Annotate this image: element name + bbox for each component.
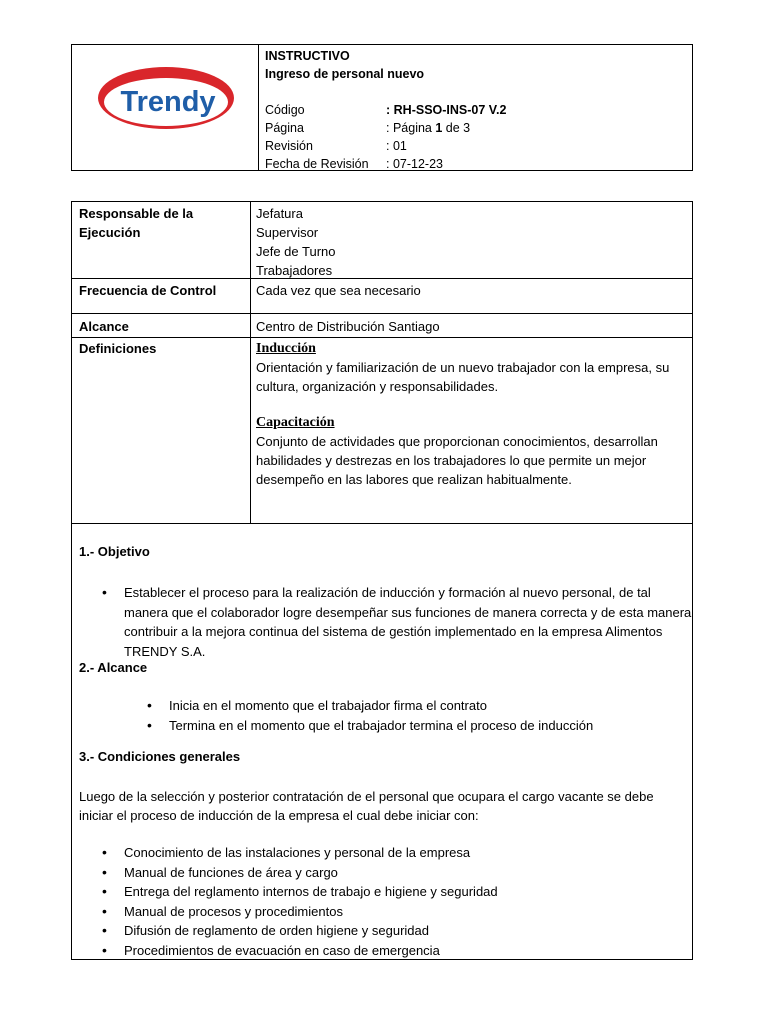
definitions-table <box>71 201 693 524</box>
row-divider <box>72 313 692 314</box>
list-item: • Termina en el momento que el trabajador termina el proceso de inducción <box>147 716 687 736</box>
list-item: • Inicia en el momento que el trabajador firma el contrato <box>147 696 687 716</box>
objetivo-list <box>102 583 692 661</box>
field-prefix: : <box>386 103 394 117</box>
alcance-label: Alcance <box>79 319 129 334</box>
definiciones-content <box>250 337 692 491</box>
condiciones-heading: 3.- Condiciones generales <box>79 749 241 764</box>
alcance-list <box>147 696 687 735</box>
field-prefix: : <box>386 139 393 153</box>
document-header <box>71 44 693 171</box>
list-item: • Conocimiento de las instalaciones y personal de la empresa <box>102 843 687 863</box>
field-revision <box>265 137 506 155</box>
objetivo-heading: 1.- Objetivo <box>79 544 150 559</box>
field-value: 07-12-23 <box>392 157 443 171</box>
responsable-label: Responsable de la Ejecución <box>79 206 194 240</box>
logo-wordmark: Trendy <box>120 86 216 118</box>
list-item: • Establecer el proceso para la realización de inducción y formación al nuevo personal, de tal manera que el colaborador logre desempeñar sus funciones de manera correcta y de esta manera contribuir a la mejora continua del sistema de gestión implementado en la empresa Alimentos TRENDY S.A. <box>102 583 692 661</box>
list-item: • Difusión de reglamento de orden higiene y seguridad <box>102 921 687 941</box>
doc-type: INSTRUCTIVO <box>265 49 350 63</box>
header-info <box>265 47 506 173</box>
condiciones-intro: Luego de la selección y posterior contratación de el personal que ocupara el cargo vacante se debe iniciar el proceso de inducción de la empresa el cual debe iniciar con: <box>79 789 654 823</box>
responsable-value: Jefe de Turno <box>256 244 336 259</box>
list-item: • Manual de funciones de área y cargo <box>102 863 687 883</box>
responsable-values <box>250 202 692 282</box>
induccion-text: Orientación y familiarización de un nuevo trabajador con la empresa, su cultura, organización y responsabilidades. <box>256 360 670 394</box>
field-label: Página <box>265 121 304 135</box>
responsable-value: Trabajadores <box>256 263 333 278</box>
condiciones-list <box>102 843 687 960</box>
field-label: Fecha de Revisión <box>265 157 369 171</box>
field-prefix: : <box>386 121 393 135</box>
document-body <box>71 523 693 960</box>
alcance-heading: 2.- Alcance <box>79 660 148 675</box>
capacitacion-title: Capacitación <box>256 415 335 430</box>
field-pagina <box>265 119 506 137</box>
field-label: Código <box>265 103 305 117</box>
page-total: de 3 <box>442 121 471 135</box>
list-item: • Manual de procesos y procedimientos <box>102 902 687 922</box>
alcance-value: Centro de Distribución Santiago <box>256 319 440 334</box>
field-value: 01 <box>392 139 407 153</box>
responsable-value: Jefatura <box>256 206 303 221</box>
frecuencia-label: Frecuencia de Control <box>79 283 217 298</box>
logo-cell <box>72 45 259 170</box>
field-codigo <box>265 101 506 119</box>
induccion-title: Inducción <box>256 341 316 356</box>
list-item: • Entrega del reglamento internos de trabajo e higiene y seguridad <box>102 882 687 902</box>
responsable-value: Supervisor <box>256 225 319 240</box>
field-fecha-revision <box>265 155 506 173</box>
definiciones-label: Definiciones <box>79 341 157 356</box>
capacitacion-text: Conjunto de actividades que proporcionan conocimientos, desarrollan habilidades y destrezas en los trabajadores lo que permite un mejor desempeño en las labores que realizan habitualmente. <box>256 434 658 487</box>
frecuencia-value: Cada vez que sea necesario <box>256 283 421 298</box>
field-label: Revisión <box>265 139 313 153</box>
field-prefix: : <box>386 157 393 171</box>
trendy-logo <box>72 45 258 170</box>
doc-title: Ingreso de personal nuevo <box>265 67 425 81</box>
list-item: • Procedimientos de evacuación en caso de emergencia <box>102 941 687 961</box>
field-value: RH-SSO-INS-07 V.2 <box>393 103 507 117</box>
field-value: Página <box>392 121 436 135</box>
page-current: 1 <box>435 121 443 135</box>
